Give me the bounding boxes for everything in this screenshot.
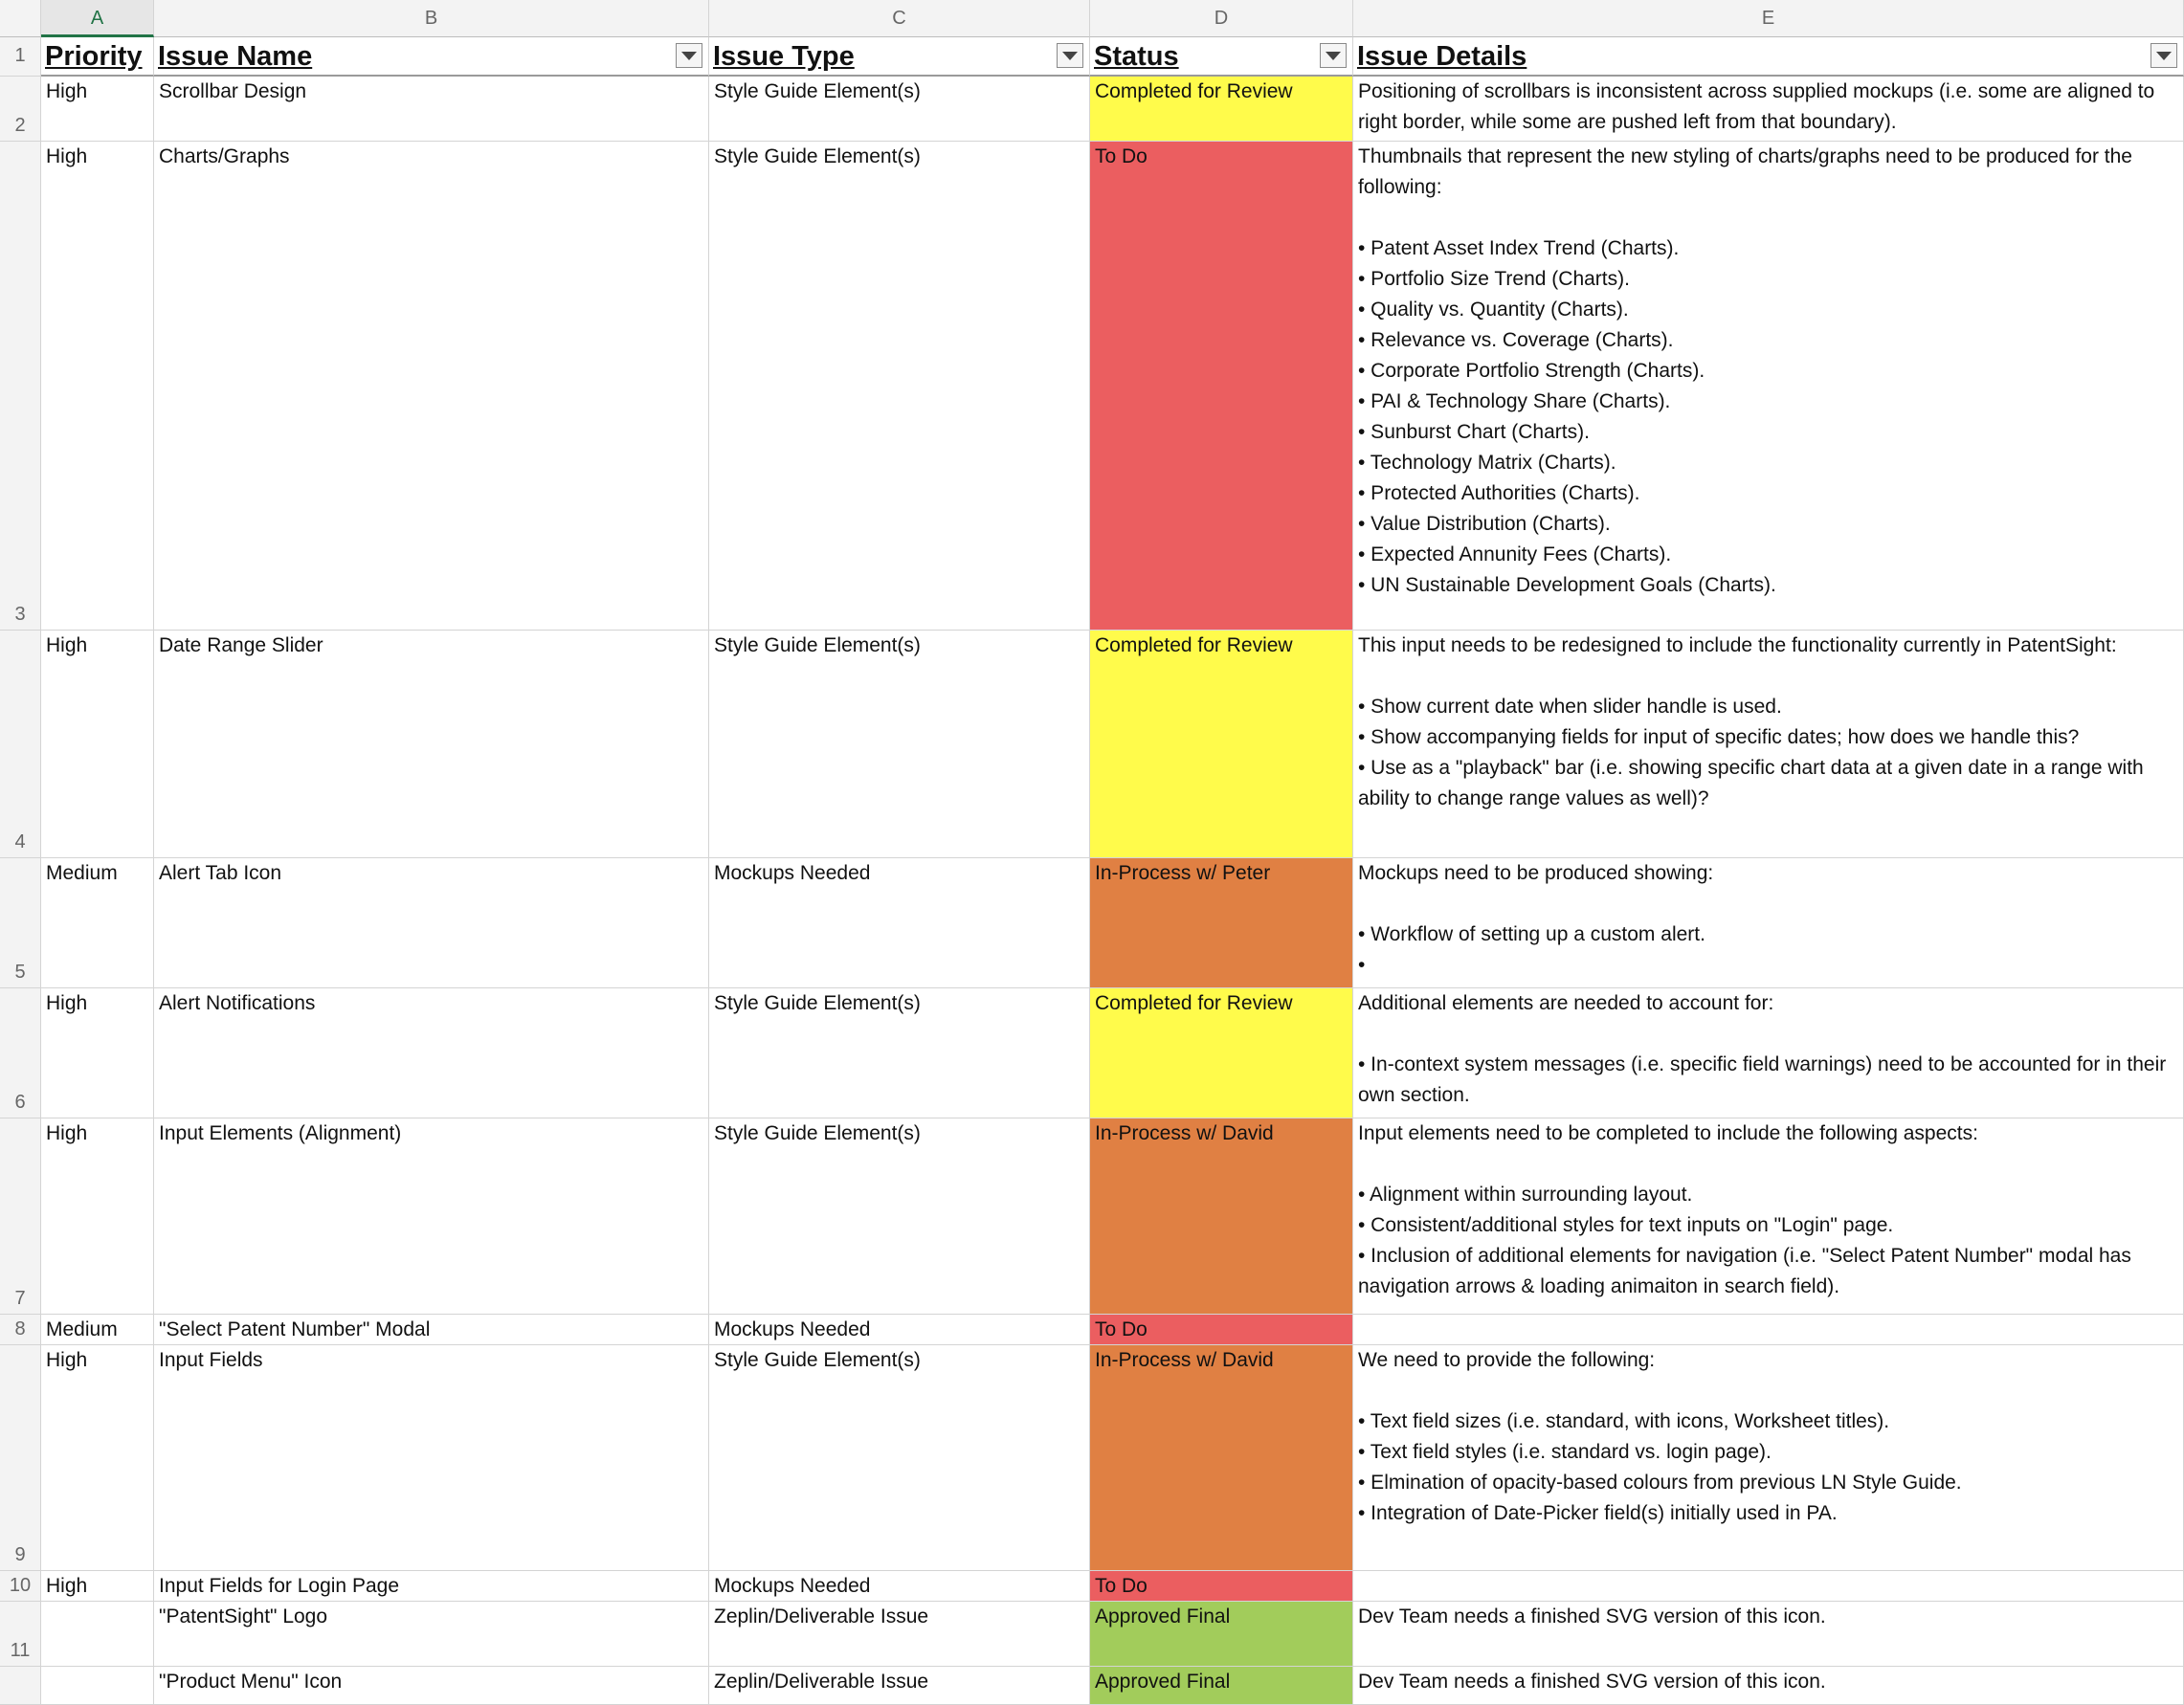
cell-issue-type[interactable]: Style Guide Element(s): [709, 77, 1090, 142]
row-header-4[interactable]: 4: [0, 631, 41, 858]
cell-issue-details[interactable]: Dev Team needs a finished SVG version of this icon.: [1353, 1667, 2184, 1705]
header-issue-name-label: Issue Name: [158, 41, 313, 72]
cell-status[interactable]: Approved Final: [1090, 1667, 1353, 1705]
row-header-12[interactable]: [0, 1667, 41, 1705]
cell-status[interactable]: In-Process w/ Peter: [1090, 858, 1353, 988]
row-header-8[interactable]: 8: [0, 1315, 41, 1345]
cell-issue-type[interactable]: Zeplin/Deliverable Issue: [709, 1667, 1090, 1705]
row-header-2[interactable]: 2: [0, 77, 41, 142]
cell-issue-name[interactable]: Input Fields for Login Page: [154, 1571, 709, 1602]
row-header-1[interactable]: 1: [0, 37, 41, 77]
cell-priority[interactable]: High: [41, 77, 154, 142]
cell-issue-type[interactable]: Style Guide Element(s): [709, 1118, 1090, 1315]
cell-issue-type[interactable]: Mockups Needed: [709, 1571, 1090, 1602]
cell-priority[interactable]: High: [41, 142, 154, 631]
cell-issue-details[interactable]: Thumbnails that represent the new styling of charts/graphs need to be produced for the following: • Patent Asset Index Trend (Charts). • Portfolio Size Trend (Charts). • Quality vs. Quantity (Charts). • Relevance vs. Coverage (Charts). • Corporate Portfolio Strength (Charts). • PAI & Technology Share (Charts). • Sunburst Chart (Charts). • Technology Matrix (Charts). • Protected Authorities (Charts). • Value Distribution (Charts). • Expected Annunity Fees (Charts). • UN Sustainable Development Goals (Charts).: [1353, 142, 2184, 631]
row-header-7[interactable]: 7: [0, 1118, 41, 1315]
header-status-label: Status: [1094, 41, 1179, 72]
header-priority[interactable]: [41, 37, 154, 77]
chevron-down-icon: [2156, 52, 2172, 60]
cell-priority[interactable]: High: [41, 1571, 154, 1602]
header-issue-details-label: Issue Details: [1357, 41, 1527, 72]
cell-issue-details[interactable]: Mockups need to be produced showing: • Workflow of setting up a custom alert. •: [1353, 858, 2184, 988]
cell-issue-name[interactable]: "Product Menu" Icon: [154, 1667, 709, 1705]
cell-issue-name[interactable]: Date Range Slider: [154, 631, 709, 858]
column-header-b[interactable]: B: [154, 0, 709, 37]
cell-issue-type[interactable]: Style Guide Element(s): [709, 1345, 1090, 1571]
cell-priority[interactable]: High: [41, 988, 154, 1118]
select-all-corner[interactable]: [0, 0, 41, 37]
header-status[interactable]: [1090, 37, 1353, 77]
cell-status[interactable]: Approved Final: [1090, 1602, 1353, 1667]
column-header-a[interactable]: A: [41, 0, 154, 37]
cell-status[interactable]: To Do: [1090, 142, 1353, 631]
chevron-down-icon: [1062, 52, 1078, 60]
row-header-11[interactable]: 11: [0, 1602, 41, 1667]
cell-status[interactable]: To Do: [1090, 1571, 1353, 1602]
cell-issue-name[interactable]: "Select Patent Number" Modal: [154, 1315, 709, 1345]
cell-issue-type[interactable]: Mockups Needed: [709, 1315, 1090, 1345]
cell-issue-name[interactable]: Alert Tab Icon: [154, 858, 709, 988]
row-header-9[interactable]: 9: [0, 1345, 41, 1571]
header-issue-name[interactable]: [154, 37, 709, 77]
cell-issue-type[interactable]: Style Guide Element(s): [709, 142, 1090, 631]
cell-issue-name[interactable]: Input Elements (Alignment): [154, 1118, 709, 1315]
filter-dropdown-status[interactable]: [1320, 43, 1347, 68]
filter-dropdown-issue-details[interactable]: [2151, 43, 2177, 68]
filter-dropdown-issue-name[interactable]: [676, 43, 702, 68]
cell-issue-name[interactable]: Input Fields: [154, 1345, 709, 1571]
cell-issue-name[interactable]: Alert Notifications: [154, 988, 709, 1118]
cell-issue-type[interactable]: Style Guide Element(s): [709, 988, 1090, 1118]
cell-priority[interactable]: Medium: [41, 1315, 154, 1345]
cell-status[interactable]: Completed for Review: [1090, 988, 1353, 1118]
cell-issue-details[interactable]: [1353, 1571, 2184, 1602]
cell-priority[interactable]: High: [41, 631, 154, 858]
row-header-5[interactable]: 5: [0, 858, 41, 988]
header-issue-details[interactable]: [1353, 37, 2184, 77]
filter-dropdown-issue-type[interactable]: [1057, 43, 1083, 68]
cell-issue-type[interactable]: Zeplin/Deliverable Issue: [709, 1602, 1090, 1667]
column-header-e[interactable]: E: [1353, 0, 2184, 37]
cell-issue-type[interactable]: Style Guide Element(s): [709, 631, 1090, 858]
cell-issue-details[interactable]: This input needs to be redesigned to include the functionality currently in PatentSight: • Show current date when slider handle is used. • Show accompanying fields for input of specific dates; how does we handle this? • Use as a "playback" bar (i.e. showing specific chart data at a given date in a range with ability to change range values as well)?: [1353, 631, 2184, 858]
cell-status[interactable]: Completed for Review: [1090, 631, 1353, 858]
column-header-d[interactable]: D: [1090, 0, 1353, 37]
cell-issue-name[interactable]: "PatentSight" Logo: [154, 1602, 709, 1667]
cell-priority[interactable]: [41, 1602, 154, 1667]
cell-priority[interactable]: [41, 1667, 154, 1705]
cell-priority[interactable]: High: [41, 1345, 154, 1571]
cell-status[interactable]: In-Process w/ David: [1090, 1345, 1353, 1571]
row-header-3[interactable]: 3: [0, 142, 41, 631]
cell-issue-details[interactable]: Dev Team needs a finished SVG version of this icon.: [1353, 1602, 2184, 1667]
cell-status[interactable]: Completed for Review: [1090, 77, 1353, 142]
row-header-6[interactable]: 6: [0, 988, 41, 1118]
cell-issue-details[interactable]: We need to provide the following: • Text field sizes (i.e. standard, with icons, Worksheet titles). • Text field styles (i.e. standard vs. login page). • Elmination of opacity-based colours from previous LN Style Guide. • Integration of Date-Picker field(s) initially used in PA.: [1353, 1345, 2184, 1571]
row-header-10[interactable]: 10: [0, 1571, 41, 1602]
cell-issue-name[interactable]: Scrollbar Design: [154, 77, 709, 142]
chevron-down-icon: [681, 52, 697, 60]
column-header-c[interactable]: C: [709, 0, 1090, 37]
cell-priority[interactable]: Medium: [41, 858, 154, 988]
cell-issue-type[interactable]: Mockups Needed: [709, 858, 1090, 988]
chevron-down-icon: [1326, 52, 1341, 60]
header-priority-label: Priority: [45, 41, 143, 72]
cell-status[interactable]: In-Process w/ David: [1090, 1118, 1353, 1315]
cell-priority[interactable]: High: [41, 1118, 154, 1315]
cell-status[interactable]: To Do: [1090, 1315, 1353, 1345]
header-issue-type-label: Issue Type: [713, 41, 855, 72]
cell-issue-details[interactable]: Positioning of scrollbars is inconsistent across supplied mockups (i.e. some are aligned to right border, while some are pushed left from that boundary).: [1353, 77, 2184, 142]
header-issue-type[interactable]: [709, 37, 1090, 77]
cell-issue-details[interactable]: Input elements need to be completed to include the following aspects: • Alignment within surrounding layout. • Consistent/additional styles for text inputs on "Login" page. • Inclusion of additional elements for navigation (i.e. "Select Patent Number" modal has navigation arrows & loading animaiton in search field).: [1353, 1118, 2184, 1315]
cell-issue-details[interactable]: Additional elements are needed to account for: • In-context system messages (i.e. specific field warnings) need to be accounted for in their own section.: [1353, 988, 2184, 1118]
cell-issue-details[interactable]: [1353, 1315, 2184, 1345]
cell-issue-name[interactable]: Charts/Graphs: [154, 142, 709, 631]
